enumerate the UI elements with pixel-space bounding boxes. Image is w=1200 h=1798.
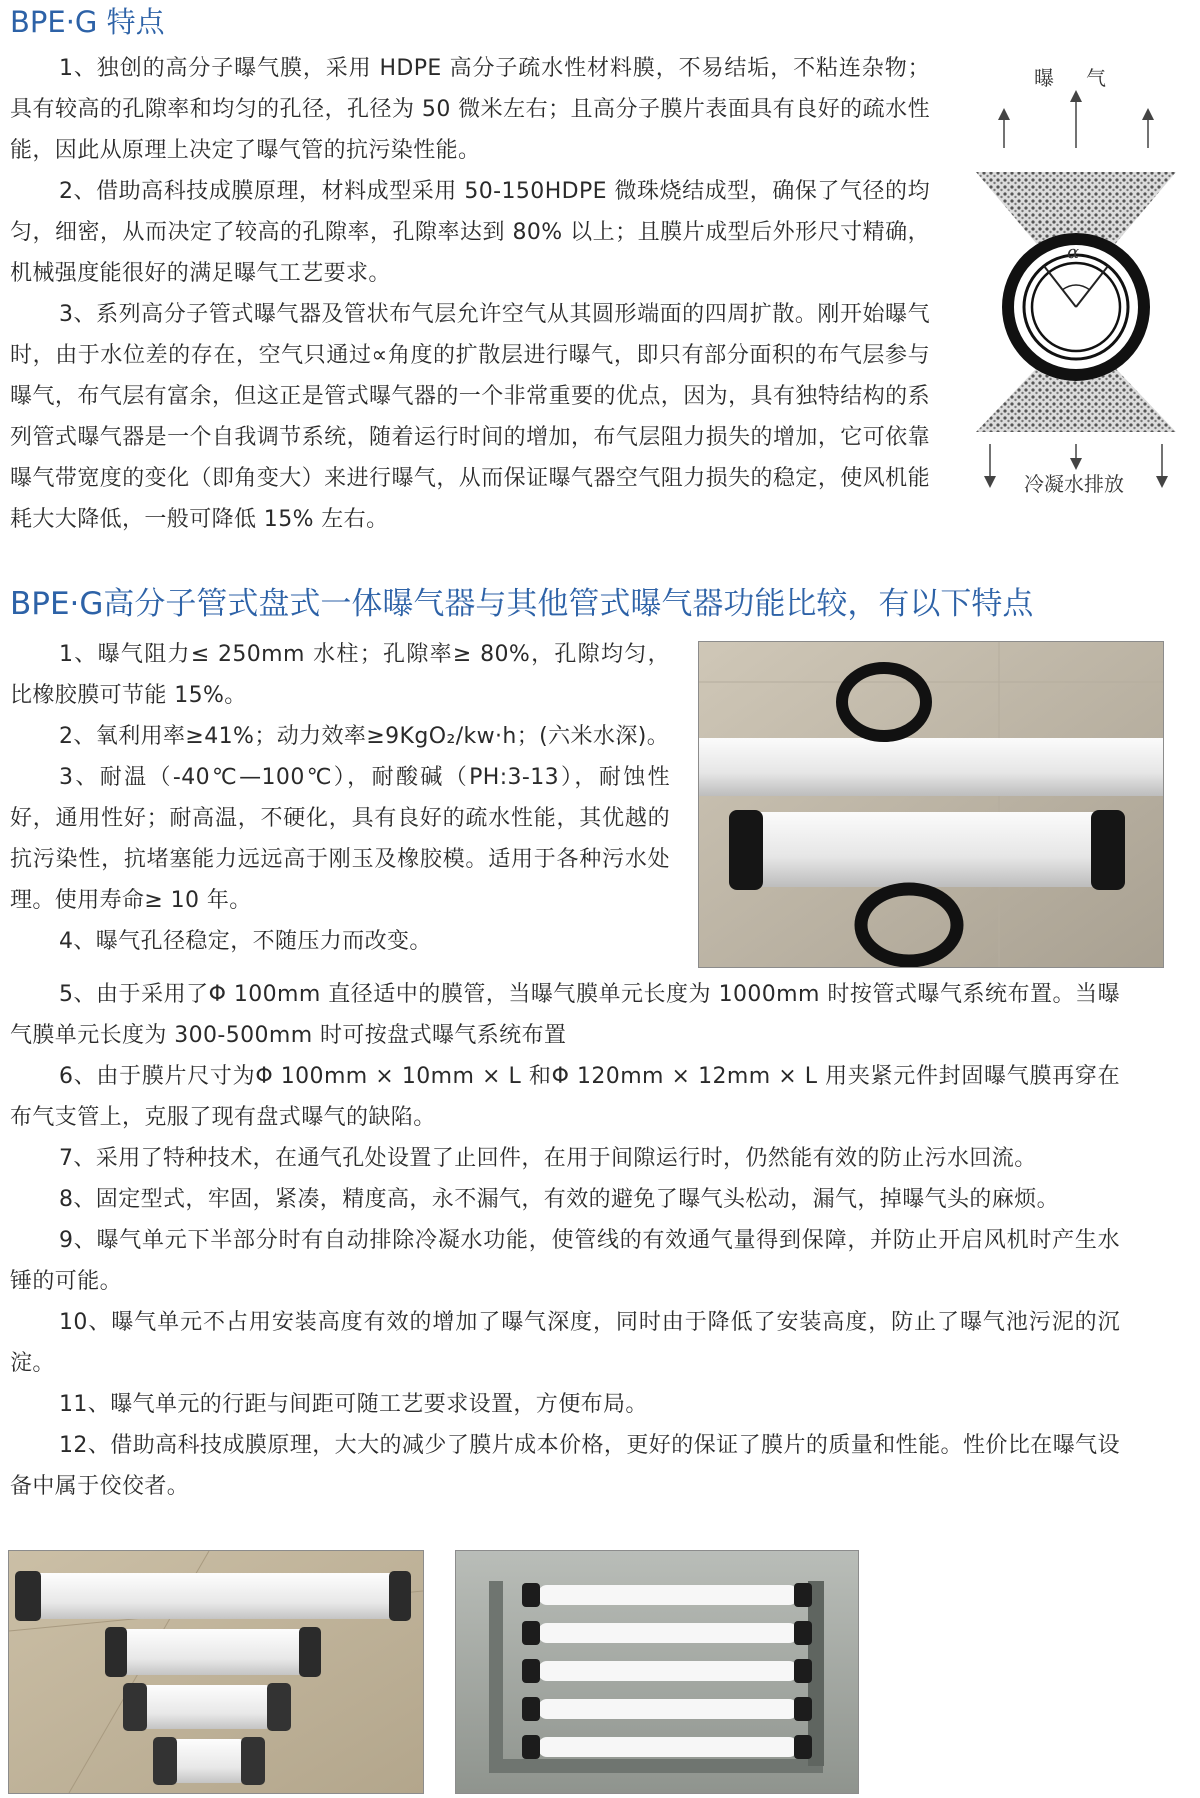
diagram-drawing: [968, 52, 1186, 510]
section1-paragraph-2: 2、借助高科技成膜原理，材料成型采用 50-150HDPE 微珠烧结成型，确保了气径的均匀，细密，从而决定了较高的孔隙率，孔隙率达到 80% 以上；且膜片成型后外形尺寸精确，机械强度能很好的满足曝气工艺要求。: [10, 179, 930, 286]
tube-assembly-photo: [455, 1550, 859, 1794]
tube-sizes-photo: [8, 1550, 424, 1794]
feature-11: 11、曝气单元的行距与间距可随工艺要求设置，方便布局。: [59, 1392, 648, 1417]
feature-8: 8、固定型式，牢固，紧凑，精度高，永不漏气，有效的避免了曝气头松动，漏气，掉曝气头的麻烦。: [59, 1187, 1060, 1212]
feature-9: 9、曝气单元下半部分时有自动排除冷凝水功能，使管线的有效通气量得到保障，并防止开启风机时产生水锤的可能。: [10, 1228, 1120, 1294]
section1-body: [10, 48, 930, 540]
section2-title: BPE·G高分子管式盘式一体曝气器与其他管式曝气器功能比较，有以下特点: [10, 586, 1034, 622]
feature-2: 2、氧利用率≥41%；动力效率≥9KgO₂/kw·h；(六米水深)。: [59, 724, 670, 749]
feature-7: 7、采用了特种技术，在通气孔处设置了止回件，在用于间隙运行时，仍然能有效的防止污水回流。: [59, 1146, 1037, 1171]
diagram-top-label: 曝 气: [1034, 66, 1112, 90]
tube-diffuser-photo: [698, 641, 1164, 968]
feature-4: 4、曝气孔径稳定，不随压力而改变。: [59, 929, 432, 954]
diagram-bottom-label: 冷凝水排放: [1024, 472, 1124, 496]
aeration-principle-diagram: [968, 52, 1186, 510]
section1-paragraph-3: 3、系列高分子管式曝气器及管状布气层允许空气从其圆形端面的四周扩散。刚开始曝气时，由于水位差的存在，空气只通过∝角度的扩散层进行曝气，即只有部分面积的布气层参与曝气，布气层有富余，但这正是管式曝气器的一个非常重要的优点，因为，具有独特结构的系列管式曝气器是一个自我调节系统，随着运行时间的增加，布气层阻力损失的增加，它可依靠曝气带宽度的变化（即角变大）来进行曝气，从而保证曝气器空气阻力损失的稳定，使风机能耗大大降低，一般可降低 15% 左右。: [10, 302, 930, 532]
feature-5: 5、由于采用了Φ 100mm 直径适中的膜管，当曝气膜单元长度为 1000mm 时按管式曝气系统布置。当曝气膜单元长度为 300-500mm 时可按盘式曝气系统布置: [10, 982, 1120, 1048]
diagram-angle-label: α: [1067, 242, 1080, 263]
section1-title: BPE·G 特点: [10, 5, 165, 39]
feature-6: 6、由于膜片尺寸为Φ 100mm × 10mm × L 和Φ 120mm × 12mm × L 用夹紧元件封固曝气膜再穿在布气支管上，克服了现有盘式曝气的缺陷。: [10, 1064, 1120, 1130]
feature-10: 10、曝气单元不占用安装高度有效的增加了曝气深度，同时由于降低了安装高度，防止了曝气池污泥的沉淀。: [10, 1310, 1120, 1376]
feature-1: 1、曝气阻力≤ 250mm 水柱；孔隙率≥ 80%，孔隙均匀，比橡胶膜可节能 15%。: [10, 642, 670, 708]
section2-wide-body: [10, 974, 1120, 1507]
feature-3: 3、耐温（-40℃—100℃），耐酸碱（PH:3-13），耐蚀性好，通用性好；耐高温，不硬化，具有良好的疏水性能，其优越的抗污染性，抗堵塞能力远远高于刚玉及橡胶模。适用于各种污水处理。使用寿命≥ 10 年。: [10, 765, 670, 913]
feature-12: 12、借助高科技成膜原理，大大的减少了膜片成本价格，更好的保证了膜片的质量和性能。性价比在曝气设备中属于佼佼者。: [10, 1433, 1120, 1499]
section2-narrow-body: [10, 634, 670, 962]
section1-paragraph-1: 1、独创的高分子曝气膜，采用 HDPE 高分子疏水性材料膜，不易结垢，不粘连杂物；具有较高的孔隙率和均匀的孔径，孔径为 50 微米左右；且高分子膜片表面具有良好的疏水性能，因此从原理上决定了曝气管的抗污染性能。: [10, 56, 930, 163]
